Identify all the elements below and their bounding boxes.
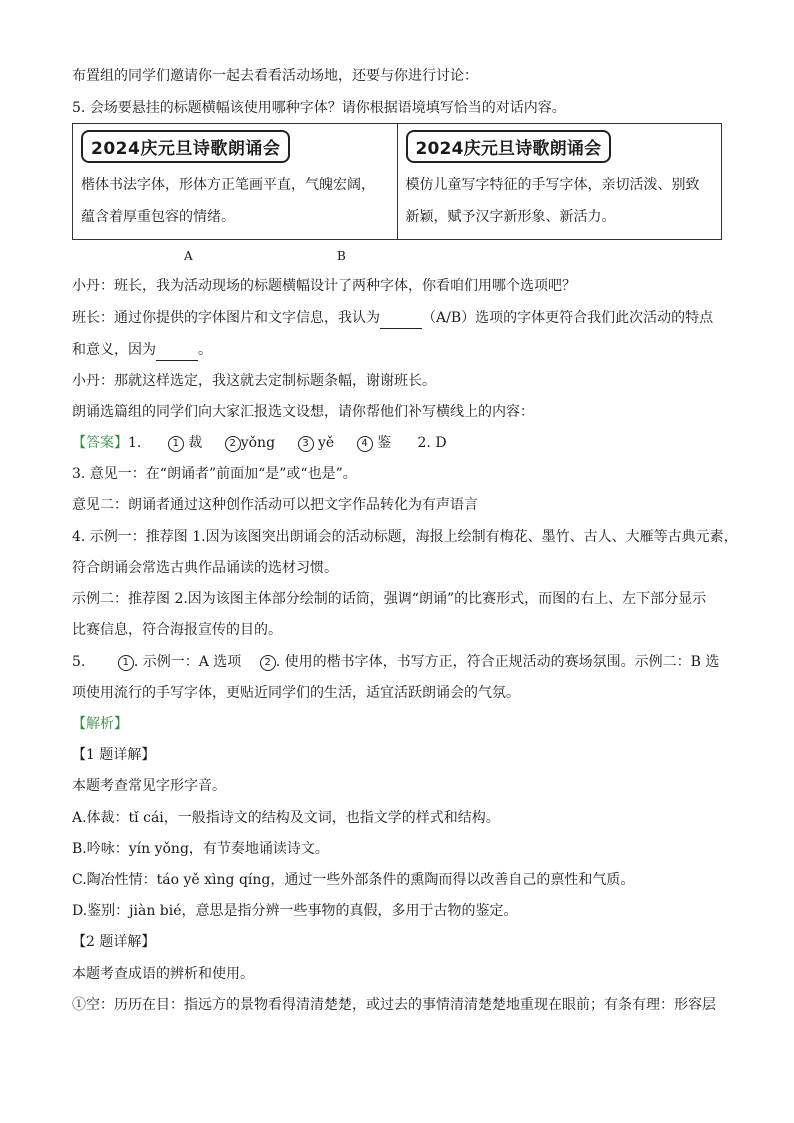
font-comparison-table (72, 123, 722, 240)
answer-q4-1b: 符合朗诵会常选古典作品诵读的选材习惯。 (72, 560, 338, 576)
answer-q5-line2: 项使用流行的手写字体，更贴近同学们的生活，适宜活跃朗诵会的气氛。 (72, 685, 520, 701)
dialog-monitor-1-part1: 班长：通过你提供的字体图片和文字信息，我认为 (72, 310, 380, 326)
answer-q3-1: 3. 意见一：在“朗诵者”前面加“是”或“也是”。 (72, 466, 357, 482)
dialog-monitor-1 (72, 308, 713, 329)
answer-q5-text-1: . 示例一：A 选项 (133, 654, 242, 670)
answer-q5-mark-2: 2 (260, 655, 276, 671)
answer-mark-2: 2 (225, 436, 241, 452)
option-b-description: 模仿儿童写字特征的手写字体，亲切活泼、别致新颖，赋予汉字新形象、新活力。 (405, 177, 700, 225)
intro-text: 布置组的同学们邀请你一起去看看活动场地，还要与你进行讨论： (72, 68, 478, 84)
answer-q5-text-2: . 使用的楷书字体，书写方正，符合正规活动的赛场氛围。示例二：B 选 (275, 654, 720, 670)
analysis-d1-b: B.吟咏：yín yǒng，有节奏地诵读诗文。 (72, 841, 329, 857)
answer-q5-number: 5. (72, 654, 86, 670)
answer-mark-1: 1 (168, 436, 184, 452)
answer-item-3: yě (317, 435, 335, 451)
analysis-d1-d: D.鉴别：jiàn bié，意思是指分辨一些事物的真假，多用于古物的鉴定。 (72, 903, 518, 919)
answer-q3-2: 意见二：朗诵者通过这种创作活动可以把文字作品转化为有声语言 (72, 497, 478, 513)
answer-q4-1a: 4. 示例一：推荐图 1.因为该图突出朗诵会的活动标题，海报上绘制有梅花、墨竹、古人、大雁等古典元素， (72, 529, 738, 545)
analysis-d2-title: 【2 题详解】 (72, 934, 156, 950)
answer-q1-number: 1. (128, 435, 142, 451)
answer-q5-mark-1: 1 (118, 655, 134, 671)
analysis-d1-intro: 本题考查常见字形字音。 (72, 778, 226, 794)
dialog-xiaodan-2: 小丹：那就这样选定，我这就去定制标题条幅，谢谢班长。 (72, 373, 436, 389)
analysis-d1-title: 【1 题详解】 (72, 747, 156, 763)
option-a-label: A (184, 249, 193, 263)
answer-q4-2b: 比赛信息，符合海报宣传的目的。 (72, 622, 282, 638)
answer-item-4: 鉴 (377, 435, 392, 451)
analysis-label: 【解析】 (72, 716, 128, 732)
answer-label: 【答案】 (72, 435, 128, 451)
question-5: 5. 会场要悬挂的标题横幅该使用哪种字体？请你根据语境填写恰当的对话内容。 (72, 100, 566, 116)
fill-blank-1[interactable] (380, 308, 422, 329)
option-a-banner: 2024庆元旦诗歌朗诵会 (81, 130, 290, 163)
answer-mark-4: 4 (357, 436, 373, 452)
dialog-monitor-2 (72, 340, 212, 361)
option-b-banner: 2024庆元旦诗歌朗诵会 (406, 130, 612, 163)
answer-item-1: 裁 (188, 435, 203, 451)
analysis-d1-a: A.体裁：tǐ cái，一般指诗文的结构及文词，也指文学的样式和结构。 (72, 810, 500, 826)
fill-blank-2[interactable] (156, 340, 198, 361)
dialog-monitor-2-part2: 。 (198, 342, 212, 358)
option-a-description: 楷体书法字体，形体方正笔画平直，气魄宏阔，蕴含着厚重包容的情绪。 (81, 177, 375, 225)
answer-q2: 2. D (417, 435, 447, 451)
answer-item-2: yǒng (240, 435, 276, 451)
analysis-d2-1: ①空：历历在目：指远方的景物看得清清楚楚，或过去的事情清清楚楚地重现在眼前；有条有理：形容层 (72, 997, 716, 1013)
analysis-d1-c: C.陶冶性情：táo yě xìng qíng，通过一些外部条件的熏陶而得以改善自己的禀性和气质。 (72, 872, 635, 888)
analysis-d2-intro: 本题考查成语的辨析和使用。 (72, 966, 254, 982)
dialog-reading-group: 朗诵选篇组的同学们向大家汇报选文设想，请你帮他们补写横线上的内容： (72, 404, 534, 420)
option-b-cell (397, 124, 722, 240)
answer-q5-line1 (72, 652, 719, 672)
option-b-label: B (337, 249, 346, 263)
dialog-xiaodan-1: 小丹：班长，我为活动现场的标题横幅设计了两种字体，你看咱们用哪个选项吧？ (72, 278, 576, 294)
answer-line-1 (72, 433, 447, 453)
dialog-monitor-1-part2: （A/B）选项的字体更符合我们此次活动的特点 (422, 310, 714, 326)
answer-mark-3: 3 (298, 436, 314, 452)
answer-q4-2a: 示例二：推荐图 2.因为该图主体部分绘制的话筒，强调“朗诵”的比赛形式，而图的右上、左下部分显示 (72, 591, 707, 607)
option-a-cell (73, 124, 398, 240)
dialog-monitor-2-part1: 和意义，因为 (72, 342, 156, 358)
